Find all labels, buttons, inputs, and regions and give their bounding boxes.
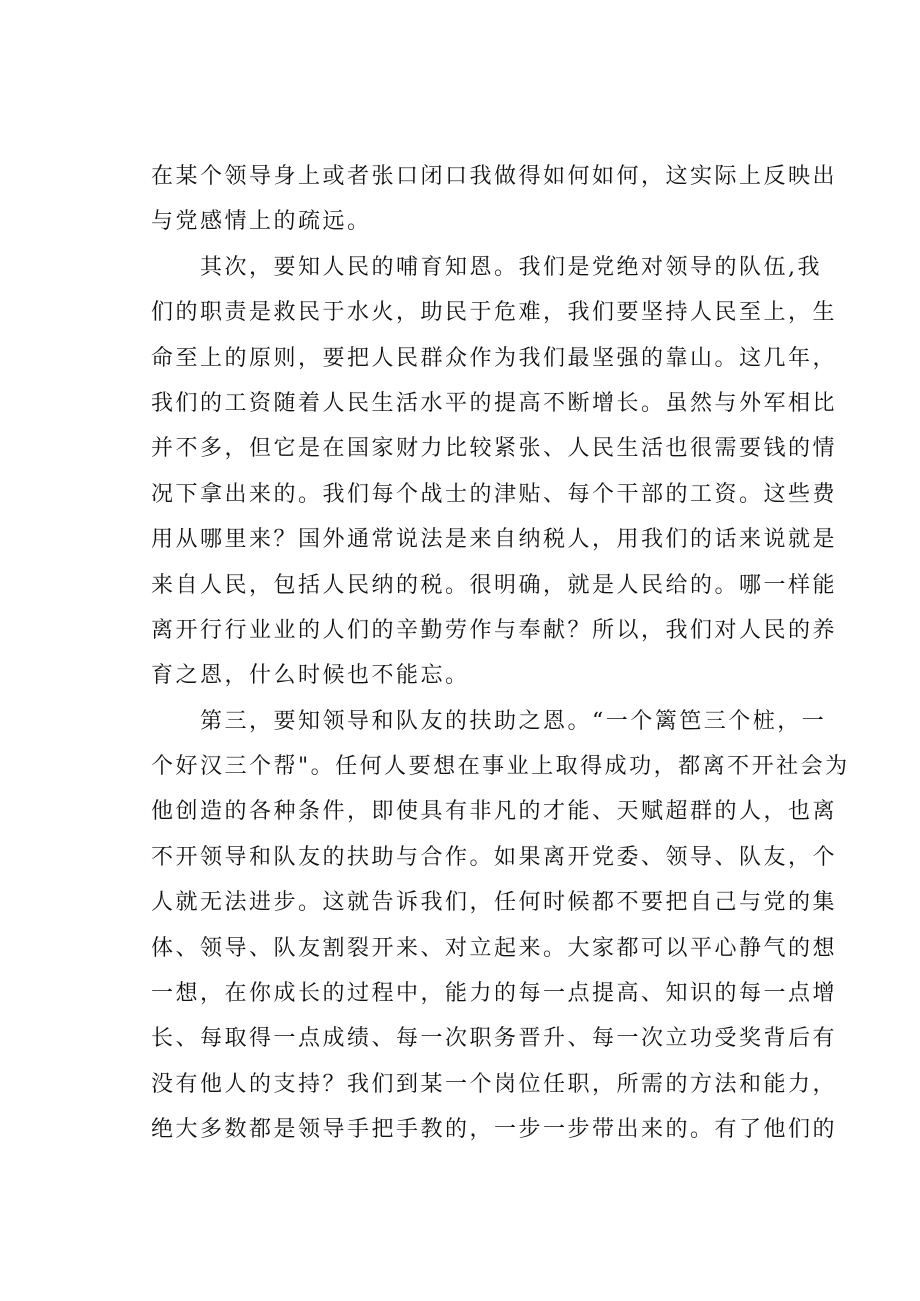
text-line: 体、领导、队友割裂开来、对立起来。大家都可以平心静气的想 xyxy=(151,935,838,961)
text-line: 一想，在你成长的过程中，能力的每一点提高、知识的每一点增 xyxy=(151,981,838,1007)
text-line: 不开领导和队友的扶助与合作。如果离开党委、领导、队友，个 xyxy=(151,844,838,870)
text-line: 人就无法进步。这就告诉我们，任何时候都不要把自己与党的集 xyxy=(151,890,838,916)
text-line: 他创造的各种条件，即使具有非凡的才能、天赋超群的人，也离 xyxy=(151,799,838,825)
document-body xyxy=(151,154,850,1153)
text-line: 并不多，但它是在国家财力比较紧张、人民生活也很需要钱的情 xyxy=(151,436,838,462)
text-line: 绝大多数都是领导手把手教的，一步一步带出来的。有了他们的 xyxy=(151,1117,838,1143)
text-line: 没有他人的支持？我们到某一个岗位任职，所需的方法和能力， xyxy=(151,1071,838,1097)
text-line: 离开行行业业的人们的辛勤劳作与奉献？所以，我们对人民的养 xyxy=(151,617,838,643)
paragraph-first-line: 其次，要知人民的哺育知恩。我们是党绝对领导的队伍,我 xyxy=(200,254,822,280)
text-line: 与党感情上的疏远。 xyxy=(151,209,372,235)
text-line: 我们的工资随着人民生活水平的提高不断增长。虽然与外军相比 xyxy=(151,390,838,416)
text-line: 在某个领导身上或者张口闭口我做得如何如何，这实际上反映出 xyxy=(151,164,838,189)
text-line: 用从哪里来？国外通常说法是来自纳税人，用我们的话来说就是 xyxy=(151,527,838,553)
text-line: 育之恩，什么时候也不能忘。 xyxy=(151,663,470,689)
paragraph-first-line: 第三，要知领导和队友的扶助之恩。“一个篱笆三个桩，一 xyxy=(200,708,827,734)
text-line: 命至上的原则，要把人民群众作为我们最坚强的靠山。这几年， xyxy=(151,345,838,371)
text-line: 来自人民，包括人民纳的税。很明确，就是人民给的。哪一样能 xyxy=(151,572,838,598)
text-line: 们的职责是救民于水火，助民于危难，我们要坚持人民至上，生 xyxy=(151,300,838,326)
text-line: 况下拿出来的。我们每个战士的津贴、每个干部的工资。这些费 xyxy=(151,481,838,507)
text-line: 个好汉三个帮"。任何人要想在事业上取得成功，都离不开社会为 xyxy=(151,754,850,780)
text-line: 长、每取得一点成绩、每一次职务晋升、每一次立功受奖背后有 xyxy=(151,1026,838,1052)
